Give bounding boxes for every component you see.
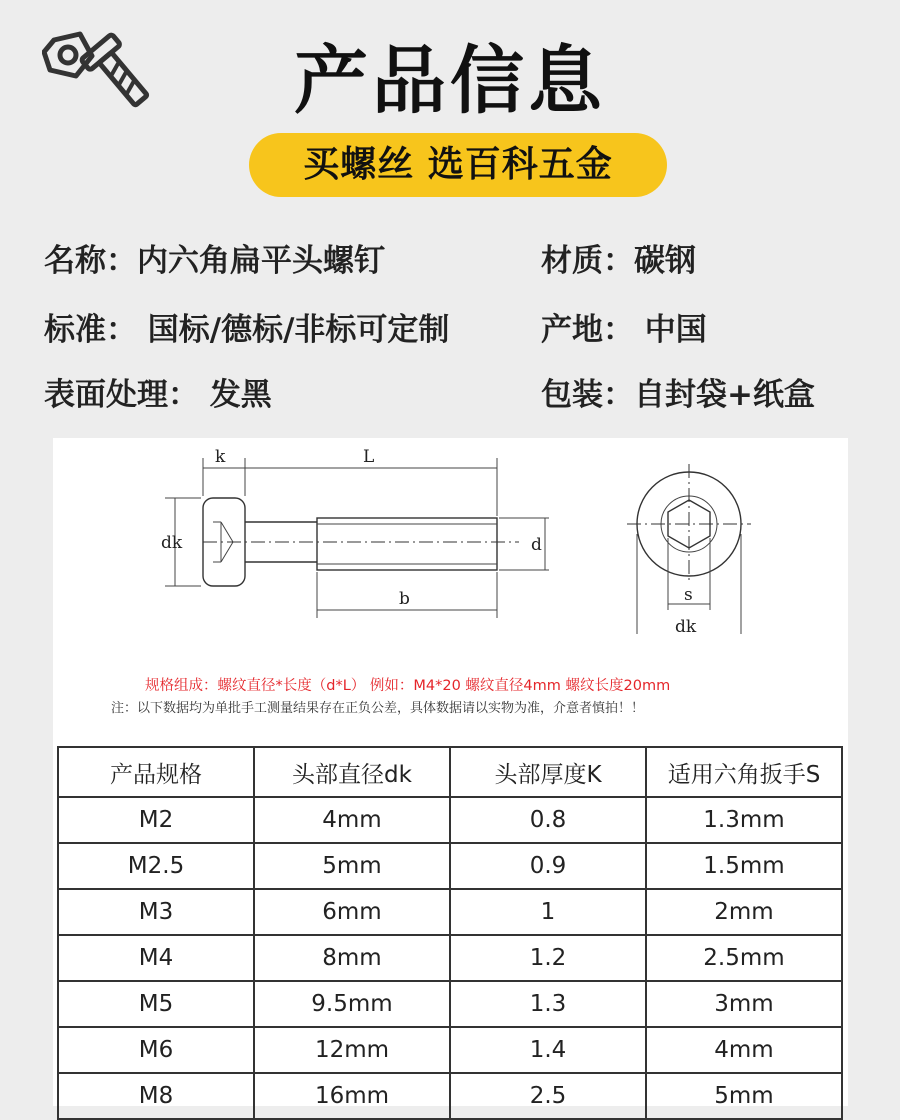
table-cell: 0.8 <box>450 797 646 843</box>
label-dk: dk <box>161 533 183 553</box>
label-d: d <box>531 535 542 555</box>
table-row <box>58 889 842 935</box>
table-cell: 8mm <box>254 935 450 981</box>
table-cell: 5mm <box>646 1073 842 1119</box>
label-b: b <box>399 589 410 609</box>
label-k: k <box>215 447 226 467</box>
table-row <box>58 1073 842 1119</box>
label-dk-end: dk <box>675 617 697 637</box>
info-origin: 产地： 中国 <box>541 312 707 348</box>
table-cell: 9.5mm <box>254 981 450 1027</box>
screw-diagram <box>53 438 848 668</box>
table-row <box>58 797 842 843</box>
table-cell: 1.5mm <box>646 843 842 889</box>
table-cell: M4 <box>58 935 254 981</box>
table-cell: 2.5mm <box>646 935 842 981</box>
col-header: 头部直径dk <box>254 747 450 797</box>
table-cell: 6mm <box>254 889 450 935</box>
info-package: 包装：自封袋+纸盒 <box>541 377 815 413</box>
table-row <box>58 1027 842 1073</box>
table-row <box>58 935 842 981</box>
page-title: 产品信息 <box>294 38 606 124</box>
table-cell: M2.5 <box>58 843 254 889</box>
table-header-row <box>58 747 842 797</box>
table-cell: 4mm <box>646 1027 842 1073</box>
table-cell: M2 <box>58 797 254 843</box>
thread-outline <box>317 518 497 570</box>
spec-panel <box>53 438 848 1109</box>
table-cell: 1.3mm <box>646 797 842 843</box>
table-cell: M8 <box>58 1073 254 1119</box>
info-material: 材质：碳钢 <box>541 243 696 279</box>
table-cell: 1 <box>450 889 646 935</box>
spec-table <box>57 746 843 1120</box>
table-cell: 12mm <box>254 1027 450 1073</box>
table-cell: 1.3 <box>450 981 646 1027</box>
table-cell: 4mm <box>254 797 450 843</box>
table-cell: 1.2 <box>450 935 646 981</box>
label-s: s <box>684 585 693 605</box>
table-cell: 2.5 <box>450 1073 646 1119</box>
label-L: L <box>363 447 375 467</box>
col-header: 产品规格 <box>58 747 254 797</box>
table-cell: 1.4 <box>450 1027 646 1073</box>
info-name: 名称：内六角扁平头螺钉 <box>44 243 385 279</box>
col-header: 头部厚度K <box>450 747 646 797</box>
info-surface: 表面处理： 发黑 <box>44 377 272 413</box>
table-row <box>58 843 842 889</box>
info-standard: 标准： 国标/德标/非标可定制 <box>44 312 450 348</box>
col-header: 适用六角扳手S <box>646 747 842 797</box>
table-row <box>58 981 842 1027</box>
table-cell: 5mm <box>254 843 450 889</box>
spec-note: 规格组成：螺纹直径*长度（d*L） 例如：M4*20 螺纹直径4mm 螺纹长度20mm <box>145 678 671 694</box>
table-cell: M3 <box>58 889 254 935</box>
slogan-banner: 买螺丝 选百科五金 <box>249 133 667 197</box>
table-cell: M5 <box>58 981 254 1027</box>
table-cell: 3mm <box>646 981 842 1027</box>
table-cell: 2mm <box>646 889 842 935</box>
table-cell: 0.9 <box>450 843 646 889</box>
header <box>0 0 900 124</box>
table-cell: 16mm <box>254 1073 450 1119</box>
disclaimer-note: 注：以下数据均为单批手工测量结果存在正负公差，具体数据请以实物为准，介意者慎拍！！ <box>111 701 645 716</box>
table-cell: M6 <box>58 1027 254 1073</box>
